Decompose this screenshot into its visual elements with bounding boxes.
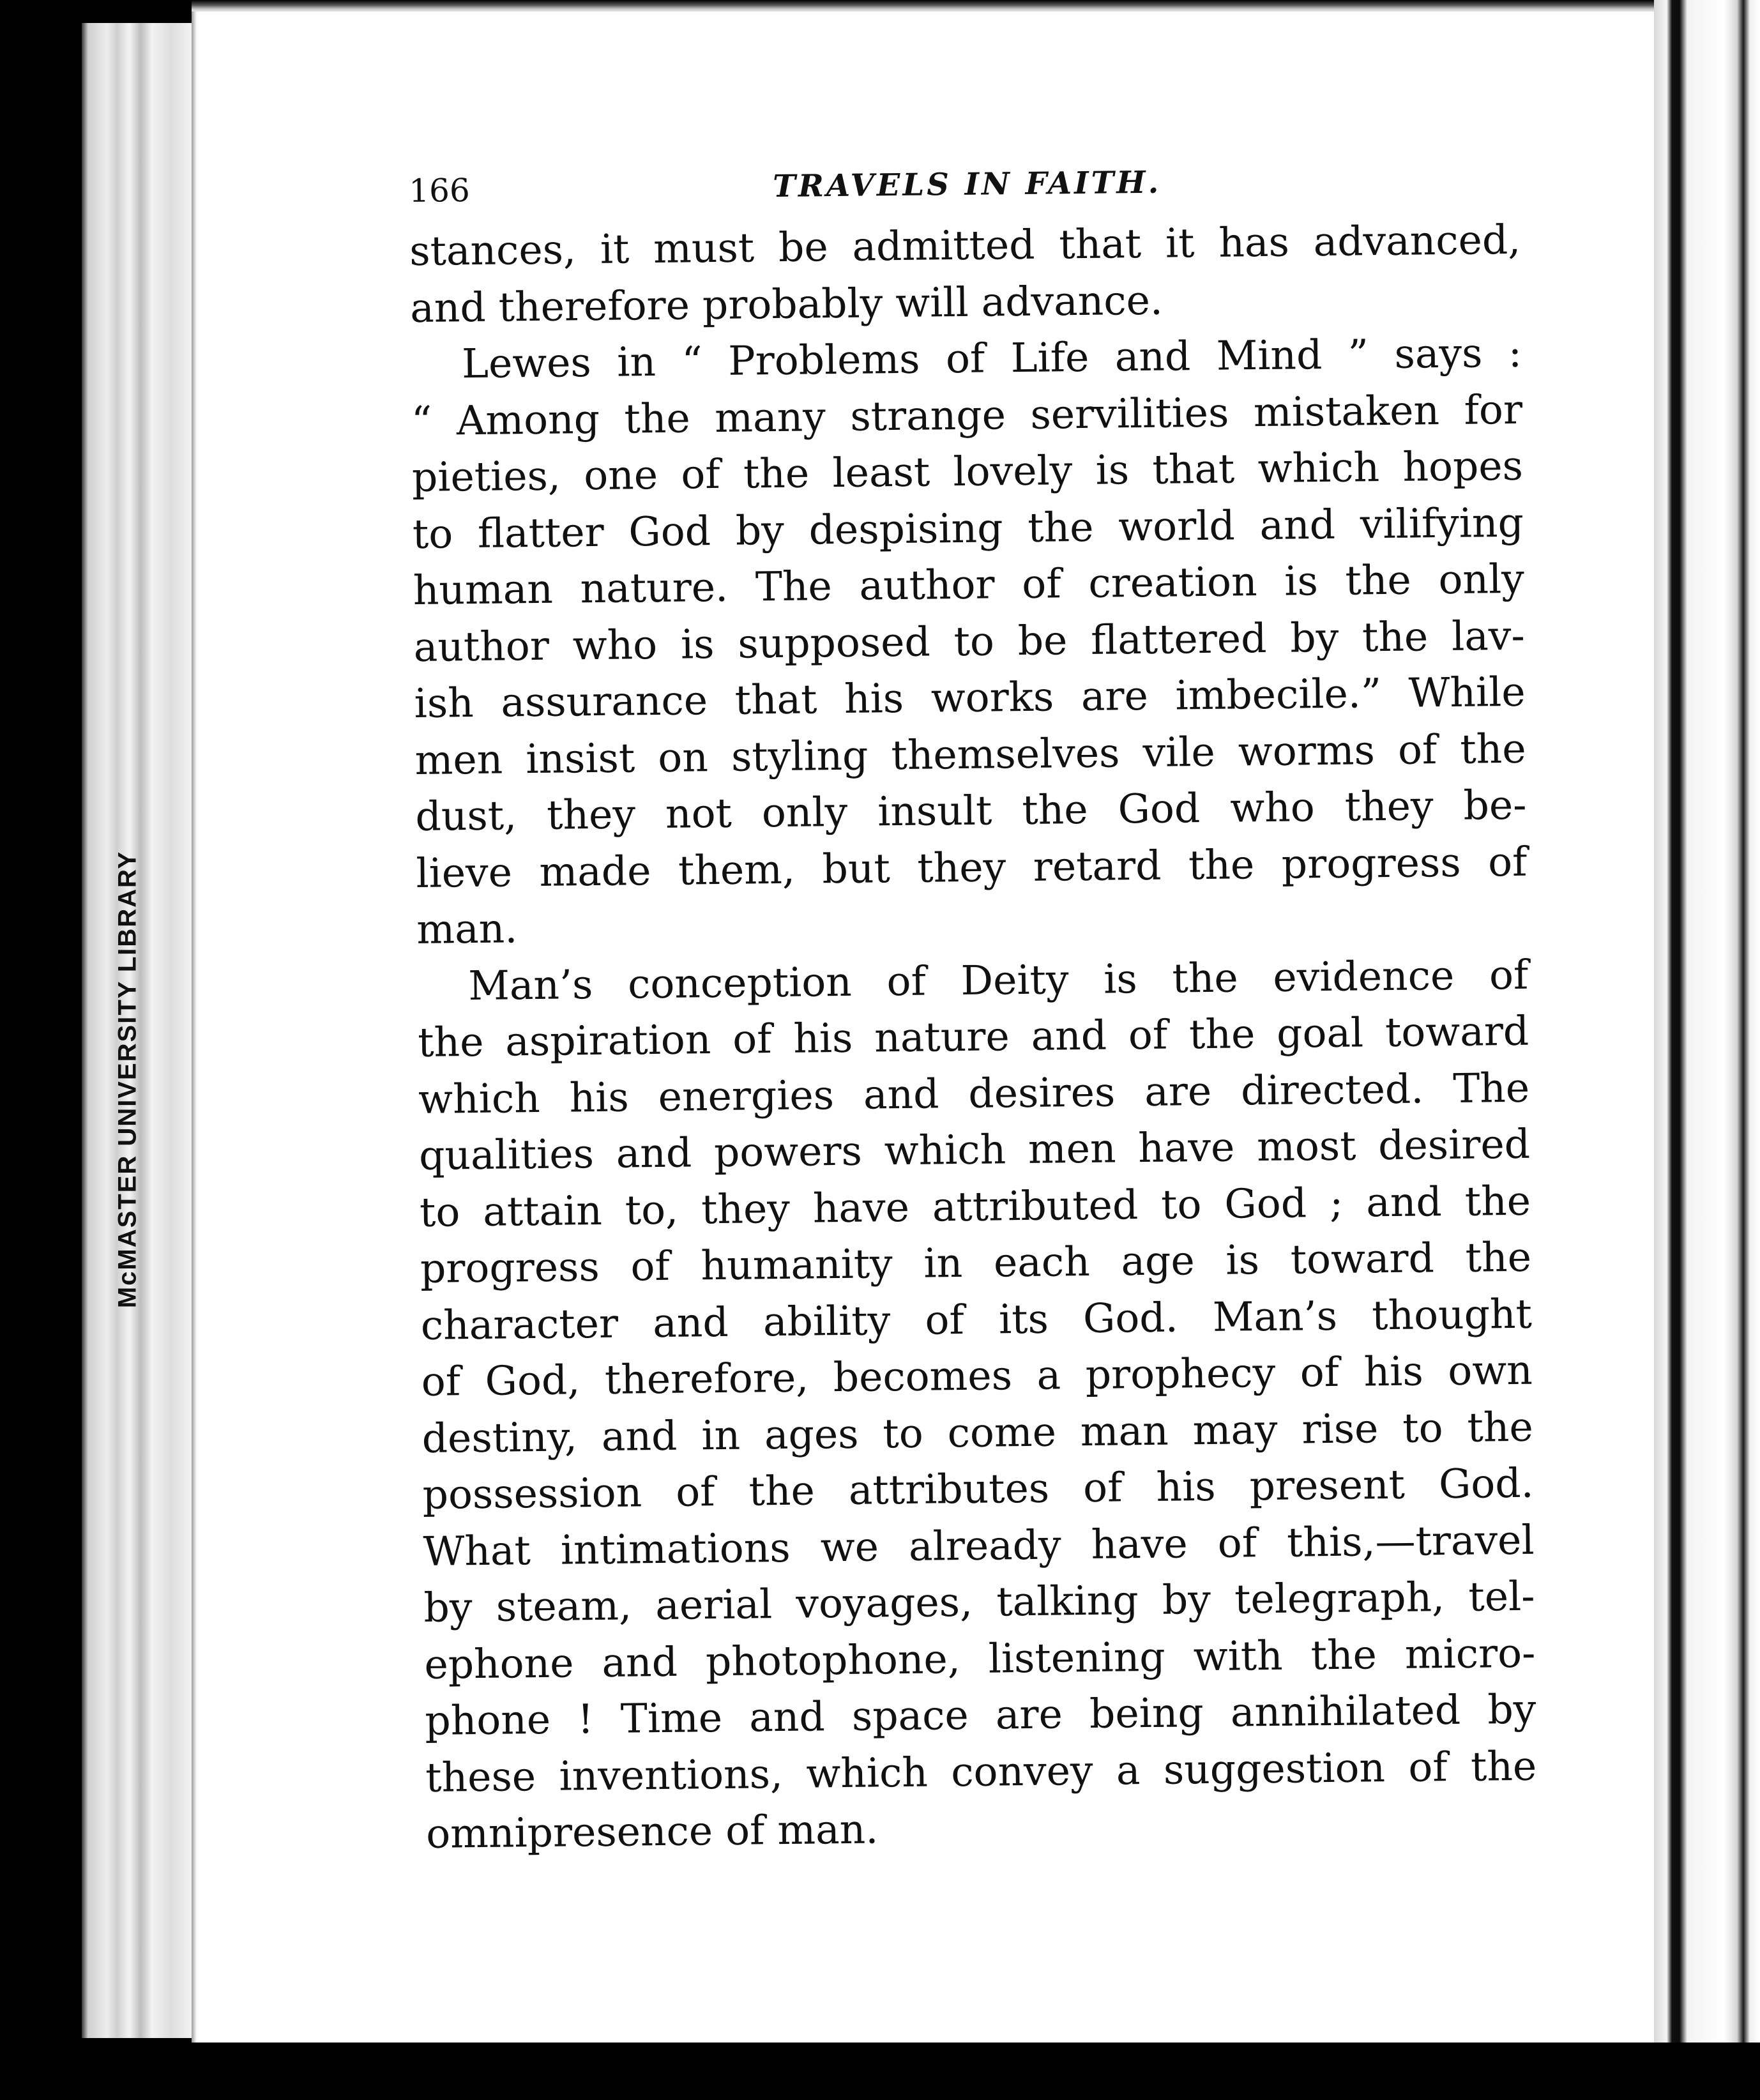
text-line: phone ! Time and space are being annihilated by [425,1685,1536,1744]
text-line: by steam, aerial voyages, talking by telegraph, tel- [423,1572,1535,1631]
text-line: dust, they not only insult the God who they be- [415,781,1527,840]
text-line: omnipresence of man. [425,1806,879,1857]
text-line: the aspiration of his nature and of the goal toward [417,1007,1529,1066]
text-line: of God, therefore, becomes a prophecy of his own [421,1346,1533,1405]
text-line: progress of humanity in each age is toward the [420,1233,1532,1292]
text-line: ephone and photophone, listening with the micro- [424,1629,1536,1688]
text-line: which his energies and desires are directed. The [418,1064,1530,1123]
text-line: “ Among the many strange servilities mistaken for [411,386,1523,445]
page-number: 166 [409,172,471,209]
text-line: Man’s conception of Deity is the evidence of [467,951,1529,1009]
text-line: lieve made them, but they retard the progress of [416,838,1528,897]
text-line: man. [416,905,518,953]
text-line: What intimations we already have of this,—travel [423,1516,1535,1575]
text-line: destiny, and in ages to come man may rise to the [421,1403,1534,1462]
text-line: human nature. The author of creation is the only [413,555,1525,614]
text-line: pieties, one of the least lovely is that which hopes [411,442,1524,501]
text-line: men insist on styling themselves vile worms of the [414,725,1526,784]
book-binding [1654,0,1760,2100]
library-stamp: McMASTER UNIVERSITY LIBRARY [113,850,142,1309]
text-line: Lewes in “ Problems of Life and Mind ” says : [461,329,1522,388]
bottom-shadow [192,2043,1760,2100]
text-line: stances, it must be admitted that it has advanced, [409,216,1521,275]
text-line: these inventions, which convey a suggestion of the [425,1742,1537,1801]
text-line: character and ability of its God. Man’s thought [420,1290,1533,1349]
text-line: to attain to, they have attributed to God ; and the [419,1177,1531,1236]
running-title: TRAVELS IN FAITH. [772,164,1162,205]
text-line: and therefore probably will advance. [409,277,1164,331]
page-text [409,161,1538,1863]
text-line: possession of the attributes of his present God. [422,1459,1534,1518]
text-line: ish assurance that his works are imbecile.” While [414,668,1526,727]
text-line: author who is supposed to be flattered by the lav- [413,612,1526,671]
text-line: qualities and powers which men have most desired [418,1120,1531,1179]
text-line: to flatter God by despising the world and vilifying [412,499,1524,558]
